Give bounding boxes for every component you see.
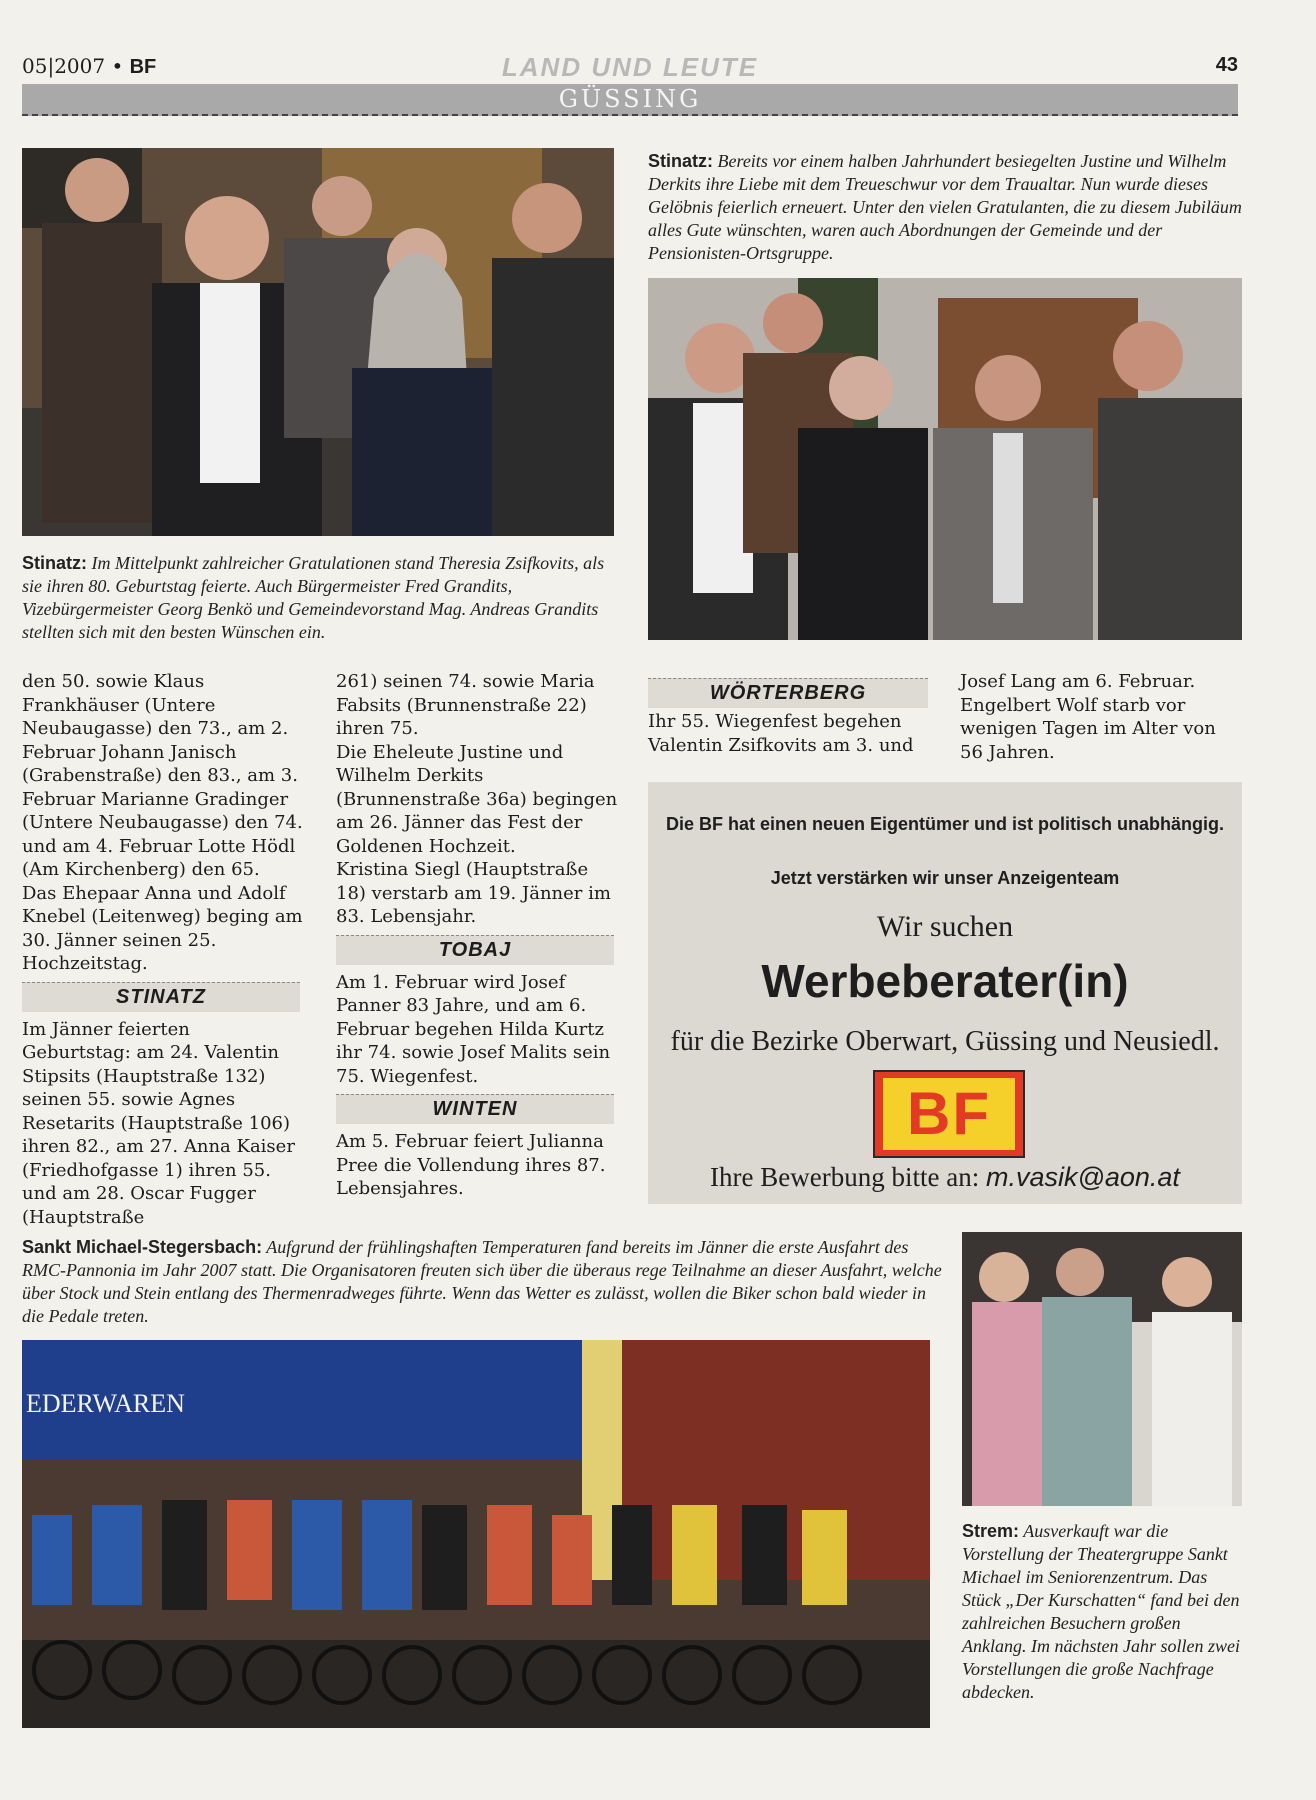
photo-bikers-image (22, 1340, 930, 1728)
photo-theater-image (962, 1232, 1242, 1506)
bf-logo-text: BF (883, 1078, 1015, 1150)
photo-theater (962, 1232, 1242, 1506)
paragraph: Josef Lang am 6. Februar. Engelbert Wolf starb vor wenigen Tagen im Alter von 56 Jahren. (960, 671, 1216, 763)
ad-application-line (648, 1162, 1242, 1193)
photo-birthday-image (22, 148, 614, 536)
text-column-2 (336, 670, 618, 1201)
photo-anniversary-image (648, 278, 1242, 640)
caption-lead: Stinatz: (22, 553, 87, 573)
text-column-3 (648, 678, 928, 757)
caption-text: Aufgrund der frühlingshaften Temperaturen fand bereits im Jänner die erste Ausfahrt des RMC-Pannonia im Jahr 2007 statt. Die Organisatoren freuten sich über die überaus rege Teilnahme an dieser Ausfahrt, welche über Stock und Stein entlang des Thermenradweges führte. Wenn das Wetter es zulässt, wollen die Biker schon bald wieder in die Pedale treten. (22, 1237, 942, 1326)
ad-job-title: Werbeberater(in) (761, 955, 1129, 1007)
subheading-winten: WINTEN (336, 1094, 614, 1124)
issue-label: 05|2007 • (22, 54, 124, 78)
theater-caption (962, 1520, 1242, 1704)
region-bar (22, 84, 1238, 116)
shop-sign-text: EDERWAREN (26, 1389, 185, 1418)
job-advertisement (648, 782, 1242, 1204)
caption-text: Bereits vor einem halben Jahrhundert besiegelten Justine und Wilhelm Derkits ihre Liebe mit dem Treueschwur vor dem Traualtar. Nun wurde dieses Gelöbnis feierlich erneuert. Unter den vielen Gratulanten, die zu diesem Jubiläum alles Gute wünschten, waren auch Abordnungen der Gemeinde und der Pensionisten-Ortsgruppe. (648, 151, 1242, 263)
ad-email-link[interactable]: m.vasik@aon.at (985, 1162, 1180, 1192)
paragraph: Im Jänner feierten Geburtstag: am 24. Valentin Stipsits (Hauptstraße 132) seinen 55. sowie Agnes Resetarits (Hauptstraße 106) ihren 82., am 27. Anna Kaiser (Friedhofgasse 1) ihren 55. und am 28. Oscar Fugger (Hauptstraße (22, 1018, 295, 1228)
text-column-4 (960, 670, 1242, 764)
region-title: GÜSSING (558, 85, 702, 113)
text-column-1 (22, 670, 304, 1229)
subheading-woerterberg: WÖRTERBERG (648, 678, 928, 708)
section-label: LAND UND LEUTE (501, 52, 759, 82)
photo-anniversary-group (648, 278, 1242, 640)
paragraph: Ihr 55. Wiegenfest begehen Valentin Zsifkovits am 3. und (648, 711, 914, 756)
paragraph: 261) seinen 74. sowie Maria Fabsits (Brunnenstraße 22) ihren 75. (336, 671, 595, 739)
paragraph: Am 1. Februar wird Josef Panner 83 Jahre, und am 6. Februar begehen Hilda Kurtz ihr 74. sowie Josef Malits sein 75. Wiegenfest. (336, 971, 611, 1087)
subheading-tobaj: TOBAJ (336, 935, 614, 965)
ad-districts: für die Bezirke Oberwart, Güssing und Neusiedl. (670, 1026, 1220, 1057)
photo-bikers (22, 1340, 930, 1728)
paragraph: Am 5. Februar feiert Julianna Pree die Vollendung ihres 87. Lebensjahres. (336, 1131, 606, 1199)
ad-team-line: Jetzt verstärken wir unser Anzeigenteam (770, 868, 1120, 888)
photo-birthday-caption (22, 552, 614, 644)
caption-lead: Strem: (962, 1521, 1020, 1541)
caption-text: Ausverkauft war die Vorstellung der Theatergruppe Sankt Michael im Seniorenzentrum. Das Stück „Der Kurschatten“ fand bei den zahlreichen Besuchern großen Anklang. Im nächsten Jahr sollen zwei Vorstellungen die große Nachfrage abdecken. (962, 1521, 1240, 1702)
caption-lead: Sankt Michael-Stegersbach: (22, 1237, 263, 1257)
ad-ownership-line: Die BF hat einen neuen Eigentümer und ist politisch unabhängig. (665, 814, 1225, 834)
bf-logo (873, 1070, 1025, 1158)
brand-label: BF (129, 56, 157, 78)
caption-text: Im Mittelpunkt zahlreicher Gratulationen stand Theresia Zsifkovits, als sie ihren 80. Geburtstag feierte. Auch Bürgermeister Fred Grandits, Vizebürgermeister Georg Benkö und Gemeindevorstand Mag. Andreas Grandits stellten sich mit den besten Wünschen ein. (22, 553, 605, 642)
ad-apply-label: Ihre Bewerbung bitte an: (710, 1162, 980, 1192)
paragraph: den 50. sowie Klaus Frankhäuser (Untere Neubaugasse) den 73., am 2. Februar Johann Janisch (Grabenstraße) den 83., am 3. Februar Marianne Gradinger (Untere Neubaugasse) den 74. und am 4. Februar Lotte Hödl (Am Kirchenberg) den 65. (22, 671, 303, 880)
bikers-caption (22, 1236, 942, 1328)
paragraph: Kristina Siegl (Hauptstraße 18) verstarb am 19. Jänner im 83. Lebensjahr. (336, 859, 611, 927)
paragraph: Das Ehepaar Anna und Adolf Knebel (Leitenweg) beging am 30. Jänner seinen 25. Hochzeitstag. (22, 882, 303, 974)
photo-birthday-group (22, 148, 614, 536)
subheading-stinatz: STINATZ (22, 982, 300, 1012)
page-number: 43 (1215, 54, 1238, 76)
caption-lead: Stinatz: (648, 151, 713, 171)
paragraph: Die Eheleute Justine und Wilhelm Derkits (Brunnenstraße 36a) begingen am 26. Jänner das Fest der Goldenen Hochzeit. (336, 741, 618, 857)
ad-we-seek: Wir suchen (876, 910, 1014, 943)
page-header (22, 52, 1238, 82)
photo-anniversary-caption (648, 150, 1242, 265)
